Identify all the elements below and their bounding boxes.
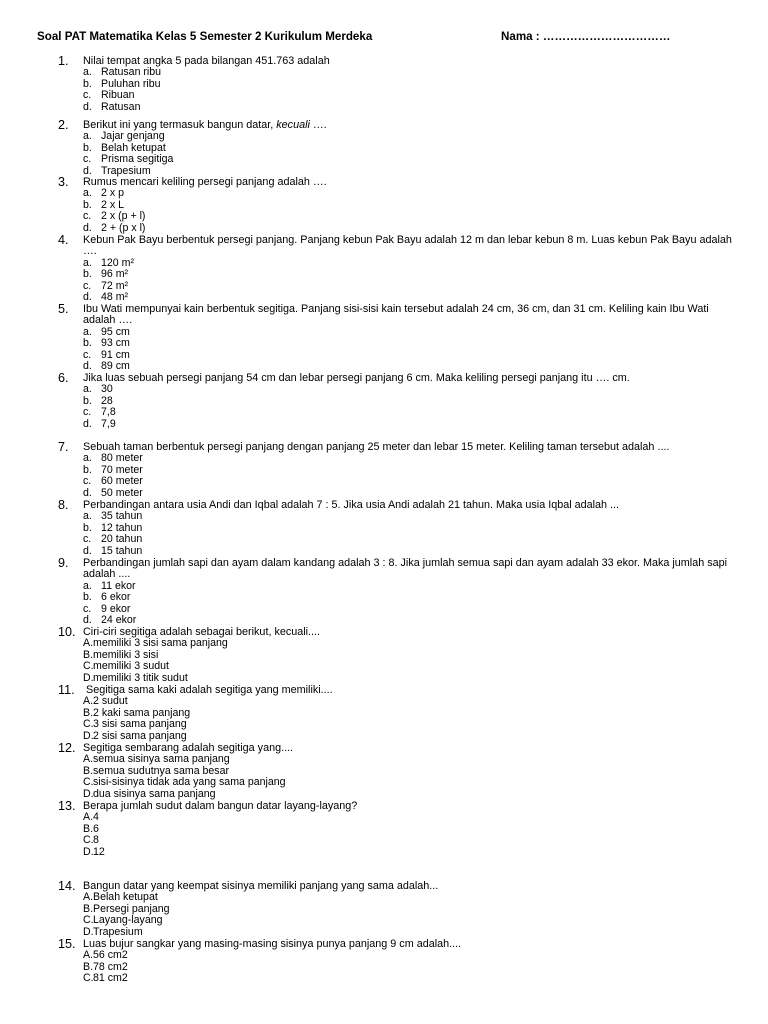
option-text: Persegi panjang [93, 902, 170, 915]
option-letter: b. [83, 141, 92, 154]
question-stem [0, 801, 768, 812]
option-letter: B. [83, 822, 94, 835]
option-c [0, 90, 768, 101]
option-text: memiliki 3 sudut [93, 660, 169, 673]
option-letter: c. [83, 89, 92, 102]
option-letter: b. [83, 591, 92, 604]
option-letter: a. [83, 130, 92, 143]
question-text-part: Berikut ini yang termasuk bangun datar, [83, 119, 277, 131]
question-3 [0, 177, 768, 234]
option-letter: a. [83, 325, 92, 338]
option-letter: B. [83, 960, 94, 973]
question-7 [0, 442, 768, 499]
option-text: Puluhan ribu [101, 77, 161, 90]
option-text: 2 sisi sama panjang [93, 729, 187, 742]
option-letter: c. [83, 406, 92, 419]
option-text: 2 x p [101, 187, 124, 200]
question-text: Perbandingan antara usia Andi dan Iqbal adalah 7 : 5. Jika usia Andi adalah 21 tahun. Maka usia Iqbal adalah ... [83, 499, 620, 511]
option-text: sisi-sisinya tidak ada yang sama panjang [93, 776, 286, 789]
question-text: Sebuah taman berbentuk persegi panjang dengan panjang 25 meter dan lebar 15 meter. Keliling taman tersebut adalah .... [83, 441, 670, 453]
option-letter: d. [83, 486, 92, 499]
option-text: 3 sisi sama panjang [93, 718, 187, 731]
option-text: 2 x (p + l) [101, 210, 146, 223]
option-text: 56 cm2 [93, 949, 128, 962]
question-text: Bangun datar yang keempat sisinya memiliki panjang yang sama adalah... [83, 880, 439, 892]
question-number: 10. [58, 625, 76, 639]
question-13 [0, 801, 768, 858]
option-letter: a. [83, 66, 92, 79]
option-text: Belah ketupat [101, 141, 166, 154]
option-text: 2 x L [101, 198, 124, 211]
option-text: 28 [101, 394, 113, 407]
option-letter: B. [83, 648, 94, 661]
question-text: Ibu Wati mempunyai kain berbentuk segitiga. Panjang sisi-sisi kain tersebut adalah 24 cm, 36 cm, dan 31 cm. Keliling kain Ibu Wati adalah …. [83, 303, 709, 327]
option-b [0, 824, 768, 835]
question-stem [0, 304, 768, 327]
option-letter: C. [83, 660, 94, 673]
option-letter: c. [83, 602, 92, 615]
option-text: 78 cm2 [93, 960, 128, 973]
option-text: 2 sudut [93, 695, 128, 708]
option-b [0, 269, 768, 280]
option-b [0, 338, 768, 349]
option-letter: d. [83, 100, 92, 113]
option-letter: a. [83, 579, 92, 592]
option-letter: b. [83, 337, 92, 350]
question-number: 13. [58, 799, 76, 813]
option-text: memiliki 3 titik sudut [93, 671, 188, 684]
question-text: Ciri-ciri segitiga adalah sebagai berikut, kecuali.... [83, 626, 321, 638]
option-d [0, 927, 768, 938]
question-text: Perbandingan jumlah sapi dan ayam dalam kandang adalah 3 : 8. Jika jumlah semua sapi dan ayam adalah 33 ekor. Maka jumlah sapi adalah .... [83, 557, 728, 581]
option-text: 11 ekor [101, 579, 136, 592]
option-letter: b. [83, 463, 92, 476]
option-text: 93 cm [101, 337, 130, 350]
question-text: Kebun Pak Bayu berbentuk persegi panjang. Panjang kebun Pak Bayu adalah 12 m dan lebar kebun 8 m. Luas kebun Pak Bayu adalah …. [83, 234, 732, 258]
option-letter: B. [83, 902, 94, 915]
option-letter: a. [83, 452, 92, 465]
option-text: 8 [93, 834, 99, 847]
question-text-part: …. [309, 119, 327, 131]
option-c [0, 407, 768, 418]
question-number: 15. [58, 937, 76, 951]
question-stem [0, 373, 768, 384]
option-text: dua sisinya sama panjang [93, 787, 216, 800]
option-letter: b. [83, 77, 92, 90]
option-d [0, 673, 768, 684]
option-text: 20 tahun [101, 533, 143, 546]
question-text: Luas bujur sangkar yang masing-masing sisinya punya panjang 9 cm adalah.... [83, 938, 462, 950]
question-number: 2. [58, 118, 69, 132]
option-letter: D. [83, 845, 94, 858]
option-letter: D. [83, 787, 94, 800]
option-letter: a. [83, 510, 92, 523]
option-c [0, 719, 768, 730]
option-text: 2 kaki sama panjang [93, 706, 191, 719]
question-11 [0, 685, 768, 742]
option-c [0, 777, 768, 788]
question-text: Rumus mencari keliling persegi panjang adalah …. [83, 176, 327, 188]
option-text: 35 tahun [101, 510, 143, 523]
option-text: semua sudutnya sama besar [93, 764, 230, 777]
question-stem [0, 558, 768, 581]
option-d [0, 731, 768, 742]
option-text: 7,8 [101, 406, 116, 419]
question-number: 6. [58, 371, 69, 385]
question-number: 12. [58, 741, 76, 755]
option-letter: C. [83, 776, 94, 789]
option-letter: c. [83, 533, 92, 546]
option-text: 91 cm [101, 348, 130, 361]
question-text [83, 120, 738, 131]
document-title: Soal PAT Matematika Kelas 5 Semester 2 Kurikulum Merdeka [37, 30, 373, 43]
option-text: Belah ketupat [93, 891, 158, 904]
option-c [0, 915, 768, 926]
option-text: Ratusan [101, 100, 141, 113]
question-text: Berapa jumlah sudut dalam bangun datar layang-layang? [83, 800, 358, 812]
option-letter: D. [83, 925, 94, 938]
option-text: Trapesium [101, 164, 151, 177]
option-c [0, 835, 768, 846]
option-text: 89 cm [101, 359, 130, 372]
option-text: 120 m² [101, 256, 134, 269]
option-c [0, 973, 768, 984]
option-letter: a. [83, 187, 92, 200]
question-stem [0, 235, 768, 258]
option-letter: c. [83, 210, 92, 223]
option-c [0, 661, 768, 672]
question-number: 9. [58, 556, 69, 570]
option-text: 12 tahun [101, 521, 143, 534]
question-number: 4. [58, 233, 69, 247]
name-field-label: Nama : …………………………… [501, 30, 671, 43]
option-letter: d. [83, 359, 92, 372]
option-text: 50 meter [101, 486, 143, 499]
option-letter: D. [83, 729, 94, 742]
option-letter: d. [83, 613, 92, 626]
option-letter: a. [83, 256, 92, 269]
option-letter: d. [83, 544, 92, 557]
option-letter: C. [83, 972, 94, 985]
option-text: 30 [101, 383, 113, 396]
question-number: 5. [58, 302, 69, 316]
option-text: 60 meter [101, 475, 143, 488]
question-number: 7. [58, 440, 69, 454]
option-letter: C. [83, 718, 94, 731]
option-letter: d. [83, 164, 92, 177]
option-d [0, 789, 768, 800]
question-1 [0, 56, 768, 113]
option-letter: A. [83, 949, 94, 962]
option-text: 6 ekor [101, 591, 131, 604]
option-text: 24 ekor [101, 613, 137, 626]
option-letter: c. [83, 475, 92, 488]
question-number: 11. [58, 683, 75, 697]
question-text: Segitiga sembarang adalah segitiga yang.... [83, 742, 294, 754]
option-a [0, 384, 768, 395]
question-number: 8. [58, 498, 69, 512]
option-letter: C. [83, 914, 94, 927]
question-8 [0, 500, 768, 557]
option-text: 80 meter [101, 452, 143, 465]
option-letter: b. [83, 268, 92, 281]
question-5 [0, 304, 768, 372]
option-text: 6 [93, 822, 99, 835]
option-letter: D. [83, 671, 94, 684]
option-text: Layang-layang [93, 914, 163, 927]
option-letter: d. [83, 221, 92, 234]
option-d [0, 615, 768, 626]
option-text: memiliki 3 sisi [93, 648, 159, 661]
option-text: memiliki 3 sisi sama panjang [93, 637, 228, 650]
document-header [0, 30, 768, 46]
question-12 [0, 743, 768, 800]
option-text: Ribuan [101, 89, 135, 102]
question-number: 14. [58, 879, 76, 893]
question-9 [0, 558, 768, 626]
option-text: 81 cm2 [93, 972, 128, 985]
option-d [0, 102, 768, 113]
question-6 [0, 373, 768, 430]
option-d [0, 292, 768, 303]
question-text: Segitiga sama kaki adalah segitiga yang memiliki.... [83, 684, 333, 696]
option-letter: a. [83, 383, 92, 396]
option-c [0, 534, 768, 545]
option-letter: b. [83, 521, 92, 534]
option-letter: A. [83, 753, 94, 766]
question-15 [0, 939, 768, 985]
option-letter: A. [83, 891, 94, 904]
option-letter: b. [83, 198, 92, 211]
option-d [0, 488, 768, 499]
option-d [0, 847, 768, 858]
option-text: 7,9 [101, 417, 116, 430]
option-text: 70 meter [101, 463, 143, 476]
option-text: Prisma segitiga [101, 153, 174, 166]
option-d [0, 546, 768, 557]
question-text: Nilai tempat angka 5 pada bilangan 451.763 adalah [83, 55, 330, 67]
option-c [0, 211, 768, 222]
option-text: Jajar genjang [101, 130, 165, 143]
option-letter: b. [83, 394, 92, 407]
option-text: Ratusan ribu [101, 66, 162, 79]
option-d [0, 223, 768, 234]
question-number: 3. [58, 175, 69, 189]
option-d [0, 361, 768, 372]
option-letter: c. [83, 348, 92, 361]
option-text: Trapesium [93, 925, 143, 938]
option-letter: A. [83, 695, 94, 708]
option-letter: c. [83, 153, 92, 166]
question-text: Jika luas sebuah persegi panjang 54 cm dan lebar persegi panjang 6 cm. Maka keliling persegi panjang itu …. cm. [83, 372, 630, 384]
option-text: 9 ekor [101, 602, 131, 615]
option-d [0, 419, 768, 430]
option-text: 95 cm [101, 325, 130, 338]
option-a [0, 812, 768, 823]
option-text: 2 + (p x l) [101, 221, 146, 234]
question-text-emphasis: kecuali [276, 119, 310, 131]
option-b [0, 592, 768, 603]
option-letter: C. [83, 834, 94, 847]
question-2 [0, 120, 768, 177]
option-text: 96 m² [101, 268, 129, 281]
option-letter: A. [83, 811, 94, 824]
question-14 [0, 881, 768, 938]
option-text: semua sisinya sama panjang [93, 753, 230, 766]
option-c [0, 154, 768, 165]
question-number: 1. [58, 54, 69, 68]
option-text: 15 tahun [101, 544, 143, 557]
option-letter: c. [83, 279, 92, 292]
option-letter: B. [83, 706, 94, 719]
question-4 [0, 235, 768, 303]
option-letter: B. [83, 764, 94, 777]
question-10 [0, 627, 768, 684]
option-text: 48 m² [101, 290, 129, 303]
option-text: 4 [93, 811, 99, 824]
option-text: 72 m² [101, 279, 129, 292]
option-letter: A. [83, 637, 94, 650]
option-letter: d. [83, 290, 92, 303]
option-c [0, 476, 768, 487]
option-letter: d. [83, 417, 92, 430]
option-text: 12 [93, 845, 105, 858]
